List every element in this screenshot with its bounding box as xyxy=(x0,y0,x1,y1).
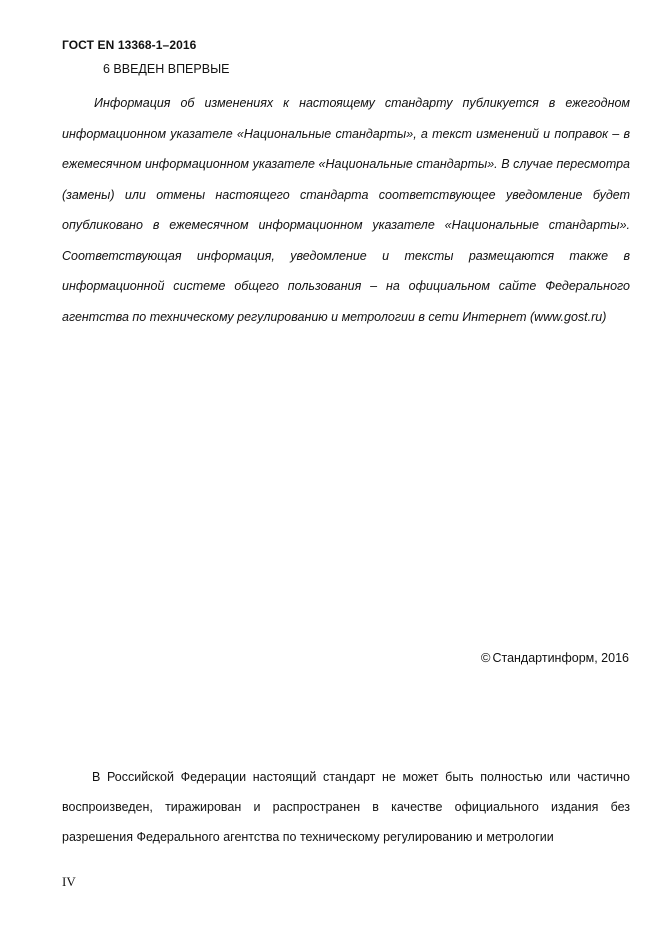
section-introduced-first: 6 ВВЕДЕН ВПЕРВЫЕ xyxy=(103,62,230,76)
reproduction-notice-paragraph: В Российской Федерации настоящий стандарт не может быть полностью или частично воспроизведен, тиражирован и распространен в качестве официального издания без разрешения Федерального агентства по техническому регулированию и метрологии xyxy=(62,770,630,844)
copyright-icon: © xyxy=(480,650,491,665)
copyright-text: Стандартинформ, 2016 xyxy=(492,650,629,665)
changes-information-paragraph: Информация об изменениях к настоящему стандарту публикуется в ежегодном информационном указателе «Национальные стандарты», а текст изменений и поправок – в ежемесячном информационном указателе «Национальные стандарты». В случае пересмотра (замены) или отмены настоящего стандарта соответствующее уведомление будет опубликовано в ежемесячном информационном указателе «Национальные стандарты». Соответствующая информация, уведомление и тексты размещаются также в информационной системе общего пользования – на официальном сайте Федерального агентства по техническому регулированию и метрологии в сети Интернет (www.gost.ru) xyxy=(62,96,630,324)
standard-code-header: ГОСТ EN 13368-1–2016 xyxy=(62,38,197,52)
page-number: IV xyxy=(62,874,76,889)
copyright-line xyxy=(481,650,629,665)
